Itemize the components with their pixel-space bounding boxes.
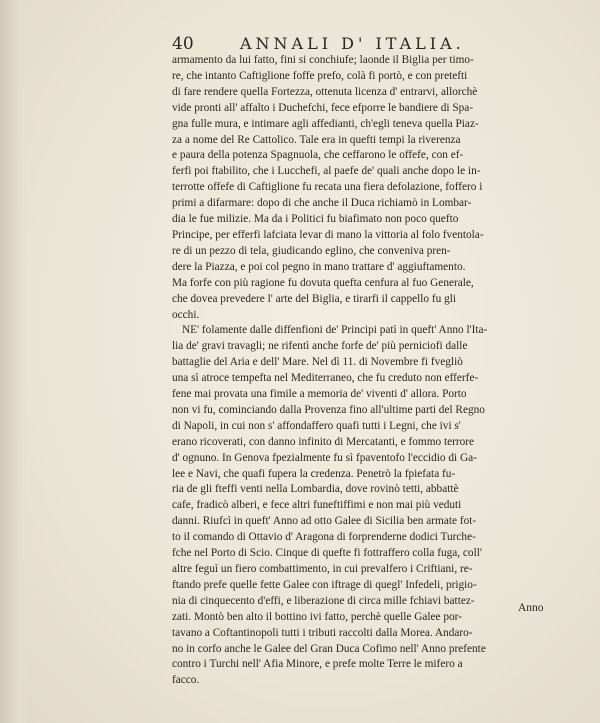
text-line: di fare rendere quella Fortezza, ottenuta licenza d' entrarvi, allorchè (172, 85, 478, 98)
text-line: ferfi poi ftabilito, che i Lucchefi, al paefe de' quali anche dopo le in- (172, 165, 481, 178)
text-line: contro i Turchi nell' Afia Minore, e prefe molte Terre le mifero a (172, 658, 463, 671)
text-line: NE' folamente dalle diffenfioni de' Principi patì in queft' Anno l'Ita- (182, 324, 488, 337)
text-line: che dovea prevedere l' arte del Biglia, e tirarfi il cappello fu gli (172, 292, 457, 305)
text-line: fche nel Porto di Scio. Cinque di quefte fi fottraffero colla fuga, coll' (172, 547, 482, 560)
text-line: fene mai provata una fimile a memoria de' viventi d' allora. Porto (172, 388, 467, 401)
text-line: erano ricoverati, con danno infinito di Mercatanti, e fommo terrore (172, 435, 475, 448)
text-line: lia de' gravi travagli; ne rifentì anche forfe de' più perniciofi dalle (172, 340, 468, 353)
text-line: di Napoli, in cui non s' affondaffero quafi tutti i Legni, che ivi s' (172, 419, 461, 432)
text-line: lee e Navi, che quafi fupera la credenza. Penetrò la fpiefata fu- (172, 467, 456, 480)
text-line: zati. Montò ben alto il bottino ivi fatto, perchè quelle Galee por- (172, 610, 462, 623)
text-line: Ma forfe con più ragione fu dovuta quefta cenfura al fuo Generale, (172, 276, 474, 289)
text-line: dere la Piazza, e poi col pegno in mano trattare d' aggiuftamento. (172, 260, 466, 273)
text-line: dia le fue milizie. Ma da i Politici fu biafimato non poco quefto (172, 213, 459, 226)
text-line: d' ognuno. In Genova fpezialmente fu sì fpaventofo l'eccidio di Ga- (172, 451, 477, 464)
page-number: 40 (172, 34, 194, 54)
text-line: occhi. (172, 308, 200, 321)
text-line: za a nome del Re Cattolico. Tale era in quefti tempi la riverenza (172, 133, 461, 146)
text-line: re di un pezzo di tela, giudicando eglino, che conveniva pren- (172, 244, 451, 257)
text-line: altre feguì un fiero combattimento, in cui prevalfero i Criftiani, re- (172, 563, 473, 575)
text-line: vide pronti all' affalto i Duchefchi, fece efporre le bandiere di Spa- (172, 101, 474, 114)
text-line: armamento da lui fatto, fini si conchiufe; laonde il Biglia per timo- (172, 54, 474, 66)
catchword: Anno (518, 602, 544, 614)
text-line: nia di cinquecento d'effi, e liberazione di circa mille fchiavi battez- (172, 594, 475, 607)
page-gutter-shadow (0, 0, 28, 723)
paragraph (172, 323, 572, 689)
text-line: ftando prefe quelle fette Galee con iftrage di quegl' Infedeli, prigio- (172, 578, 477, 591)
paragraph (172, 53, 572, 323)
body-text (172, 53, 572, 689)
text-line: danni. Riufcì in queft' Anno ad otto Galee di Sicilia ben armate fot- (172, 515, 477, 528)
page-header (172, 34, 530, 54)
text-line: facco. (172, 674, 200, 687)
text-line: no in corfo anche le Galee del Gran Duca Cofimo nell' Anno prefente (172, 642, 486, 655)
text-line: primi a difarmare: dopo di che anche il Duca richiamò in Lombar- (172, 197, 472, 210)
text-line: tavano a Coftantinopoli tutti i tributi raccolti dalla Morea. Andaro- (172, 626, 473, 639)
text-line: non vi fu, cominciando dalla Provenza fino all'ultime parti del Regno (172, 403, 485, 416)
text-line: re, che intanto Caftiglione foffe prefo, colà fi portò, e con pretefti (172, 69, 468, 82)
running-title: ANNALI D' ITALIA. (240, 34, 465, 53)
text-line: battaglie del Aria e dell' Mare. Nel dì 11. di Novembre fi fvegliò (172, 356, 463, 369)
text-line: e paura della potenza Spagnuola, che ceffarono le offefe, con ef- (172, 149, 464, 162)
text-line: ria de gli fteffi venti nella Lombardia, dove rovinò tetti, abbattè (172, 483, 459, 496)
text-line: terrotte offefe di Caftiglione fu recata una fiera defolazione, foffero i (172, 181, 483, 194)
text-line: gna fulle mura, e intimare agli affedianti, ch'egli teneva quella Piaz- (172, 117, 479, 130)
text-line: to il comando di Ottavio d' Aragona di forprenderne dodici Turche- (172, 531, 476, 544)
text-line: Principe, per efferfi lafciata levar di mano la vittoria al folo fventola- (172, 228, 484, 241)
text-line: cafe, fradicò alberi, e fece altri funeftiffimi e non mai più veduti (172, 499, 462, 512)
text-line: una sì atroce tempefta nel Mediterraneo, che fu creduto non efferfe- (172, 372, 479, 385)
